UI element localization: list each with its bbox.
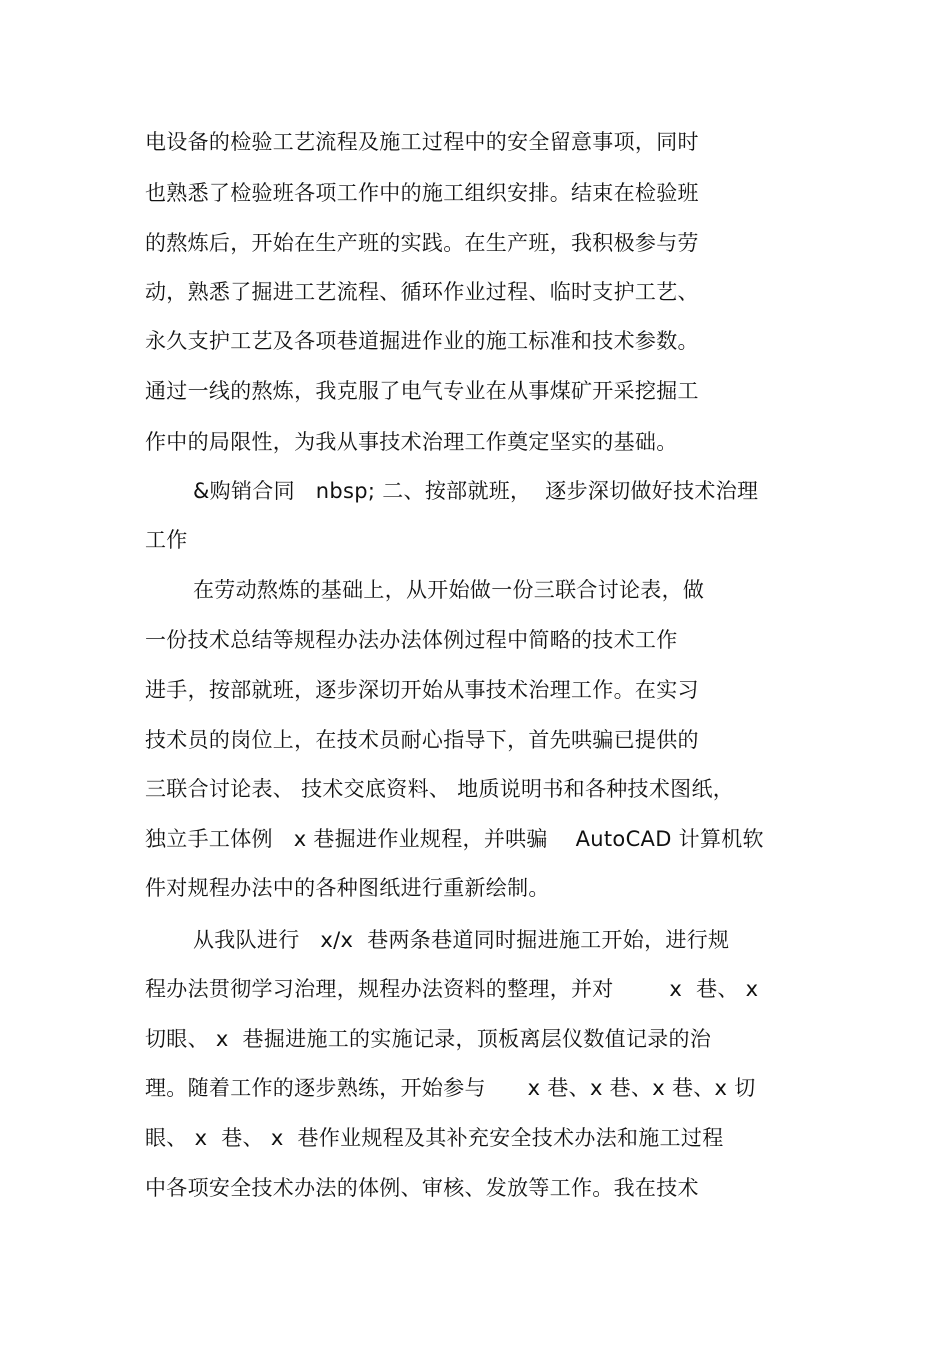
text-line: 一份技术总结等规程办法办法体例过程中简略的技术工作 <box>145 628 678 652</box>
text-line: 件对规程办法中的各种图纸进行重新绘制。 <box>145 876 550 900</box>
text-line: 作中的局限性，为我从事技术治理工作奠定坚实的基础。 <box>145 430 678 454</box>
text-line: 在劳动熬炼的基础上，从开始做一份三联合讨论表，做 <box>193 578 705 602</box>
text-line: 独立手工体例 x 巷掘进作业规程，并哄骗 AutoCAD 计算机软 <box>145 827 764 851</box>
text-line: 也熟悉了检验班各项工作中的施工组织安排。结束在检验班 <box>145 181 699 205</box>
text-line: &购销合同 nbsp; 二、按部就班， 逐步深切做好技术治理 <box>193 479 759 503</box>
text-line: 的熬炼后，开始在生产班的实践。在生产班，我积极参与劳 <box>145 231 699 255</box>
text-line: 中各项安全技术办法的体例、审核、发放等工作。我在技术 <box>145 1176 699 1200</box>
text-line: 电设备的检验工艺流程及施工过程中的安全留意事项，同时 <box>145 130 699 154</box>
text-line: 技术员的岗位上，在技术员耐心指导下，首先哄骗已提供的 <box>145 728 699 752</box>
text-line: 永久支护工艺及各项巷道掘进作业的施工标准和技术参数。 <box>145 329 699 353</box>
text-line: 动，熟悉了掘进工艺流程、循环作业过程、临时支护工艺、 <box>145 280 699 304</box>
text-line: 进手，按部就班，逐步深切开始从事技术治理工作。在实习 <box>145 678 699 702</box>
text-line: 程办法贯彻学习治理，规程办法资料的整理，并对 x 巷、 x <box>145 977 759 1001</box>
text-line: 工作 <box>145 528 188 552</box>
text-line: 切眼、 x 巷掘进施工的实施记录，顶板离层仪数值记录的治 <box>145 1027 712 1051</box>
text-line: 三联合讨论表、 技术交底资料、 地质说明书和各种技术图纸， <box>145 777 735 801</box>
text-line: 眼、 x 巷、 x 巷作业规程及其补充安全技术办法和施工过程 <box>145 1126 724 1150</box>
text-line: 从我队进行 x/x 巷两条巷道同时掘进施工开始，进行规 <box>193 928 730 952</box>
text-line: 理。随着工作的逐步熟练，开始参与 x 巷、x 巷、x 巷、x 切 <box>145 1076 756 1100</box>
text-line: 通过一线的熬炼，我克服了电气专业在从事煤矿开采挖掘工 <box>145 379 699 403</box>
